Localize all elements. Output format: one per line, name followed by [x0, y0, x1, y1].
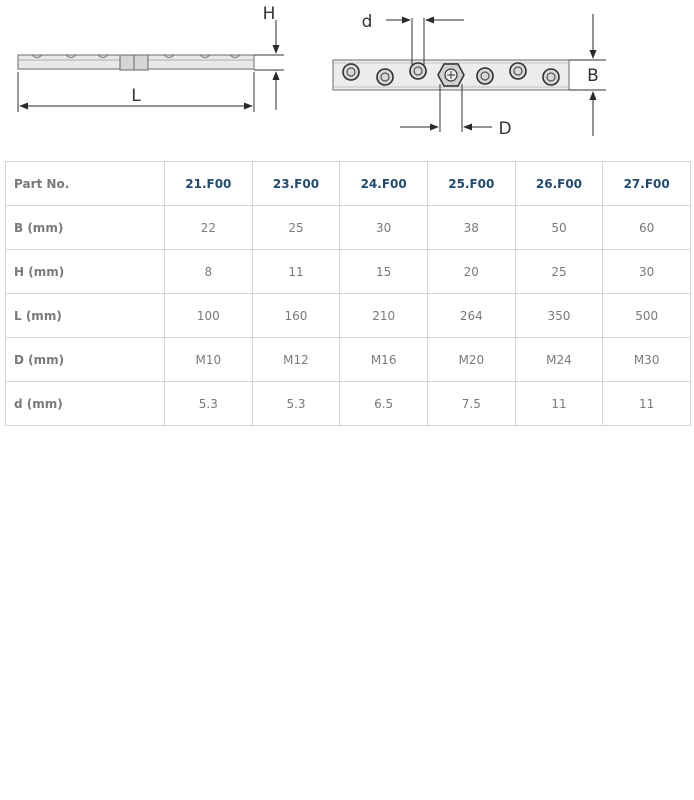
drawing-svg — [0, 0, 694, 150]
row-label: D (mm) — [6, 338, 165, 382]
dim-label-d-small: d — [361, 12, 373, 32]
table-cell: 500 — [603, 294, 691, 338]
table-cell: M30 — [603, 338, 691, 382]
table-cell: 38 — [427, 206, 515, 250]
top-view — [333, 12, 606, 139]
row-label: L (mm) — [6, 294, 165, 338]
table-cell: 350 — [515, 294, 603, 338]
table-row — [6, 250, 691, 294]
header-label: Part No. — [6, 162, 165, 206]
dim-label-d-big: D — [498, 119, 512, 139]
table-cell: 100 — [165, 294, 253, 338]
side-view — [18, 4, 284, 112]
table-cell: M12 — [252, 338, 340, 382]
table-cell: 11 — [515, 382, 603, 426]
table-cell: 5.3 — [252, 382, 340, 426]
table-cell: 50 — [515, 206, 603, 250]
table-cell: 25 — [252, 206, 340, 250]
spec-table — [5, 161, 691, 426]
table-cell: 210 — [340, 294, 428, 338]
dim-label-l: L — [131, 86, 141, 106]
column-header: 26.F00 — [515, 162, 603, 206]
table-row — [6, 206, 691, 250]
table-row — [6, 338, 691, 382]
table-cell: 22 — [165, 206, 253, 250]
table-row — [6, 294, 691, 338]
table-cell: 11 — [252, 250, 340, 294]
table-cell: 5.3 — [165, 382, 253, 426]
table-cell: 20 — [427, 250, 515, 294]
dim-label-b: B — [587, 66, 599, 86]
table-cell: 160 — [252, 294, 340, 338]
column-header: 24.F00 — [340, 162, 428, 206]
table-cell: 6.5 — [340, 382, 428, 426]
column-header: 27.F00 — [603, 162, 691, 206]
table-row — [6, 382, 691, 426]
table-cell: M16 — [340, 338, 428, 382]
table-cell: 7.5 — [427, 382, 515, 426]
row-label: B (mm) — [6, 206, 165, 250]
row-label: H (mm) — [6, 250, 165, 294]
dim-label-h: H — [262, 4, 276, 24]
table-cell: 30 — [340, 206, 428, 250]
table-header-row — [6, 162, 691, 206]
table-cell: 15 — [340, 250, 428, 294]
row-label: d (mm) — [6, 382, 165, 426]
column-header: 25.F00 — [427, 162, 515, 206]
column-header: 21.F00 — [165, 162, 253, 206]
table-cell: M20 — [427, 338, 515, 382]
table-cell: 60 — [603, 206, 691, 250]
table-cell: 30 — [603, 250, 691, 294]
table-cell: 25 — [515, 250, 603, 294]
table-cell: M10 — [165, 338, 253, 382]
technical-drawing — [0, 0, 694, 150]
column-header: 23.F00 — [252, 162, 340, 206]
table-cell: M24 — [515, 338, 603, 382]
table-cell: 8 — [165, 250, 253, 294]
table-cell: 11 — [603, 382, 691, 426]
table-cell: 264 — [427, 294, 515, 338]
